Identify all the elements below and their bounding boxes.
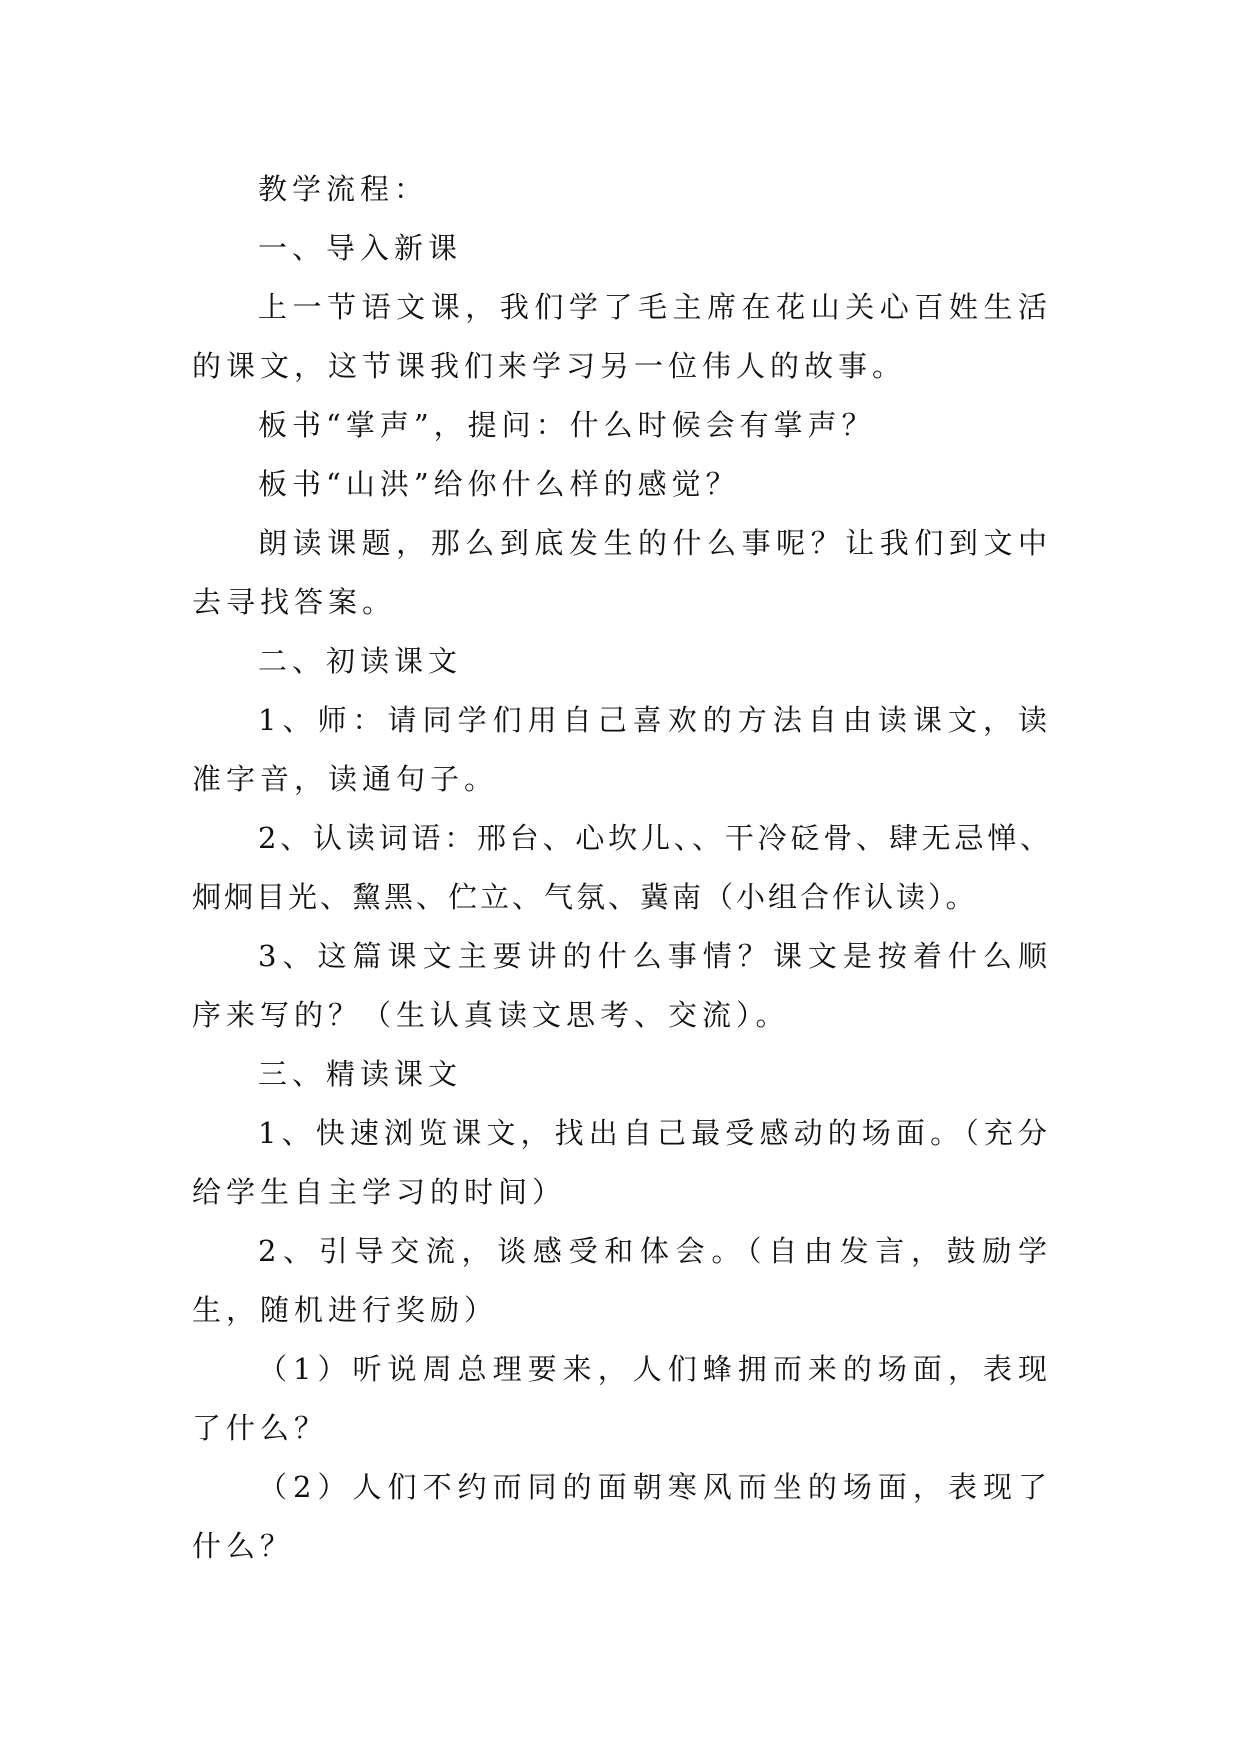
paragraph-item-3: 3、这篇课文主要讲的什么事情？课文是按着什么顺序来写的？（生认真读文思考、交流）。 [192, 939, 1052, 1032]
paragraph-section-1-title: 一、导入新课 [258, 231, 463, 265]
paragraph-board-flood: 板书“山洪”给你什么样的感觉？ [258, 467, 740, 501]
paragraph-item-2: 2、认读词语：邢台、心坎儿、、干冷砭骨、肆无忌惮、炯炯目光、黧黑、伫立、气氛、冀南（小组合作认读）。 [192, 821, 1052, 914]
document-body [192, 160, 1052, 1576]
paragraph-board-applause: 板书“掌声”，提问：什么时候会有掌声？ [258, 408, 876, 442]
paragraph-read-item-1: 1、快速浏览课文，找出自己最受感动的场面。（充分给学生自主学习的时间） [192, 1116, 1052, 1209]
paragraph-question-1: （1）听说周总理要来，人们蜂拥而来的场面，表现了什么？ [192, 1352, 1052, 1445]
paragraph-question-2: （2）人们不约而同的面朝寒风而坐的场面，表现了什么？ [192, 1470, 1052, 1563]
paragraph-section-3-title: 三、精读课文 [258, 1057, 463, 1091]
paragraph-read-title: 朗读课题，那么到底发生的什么事呢？让我们到文中去寻找答案。 [192, 526, 1052, 619]
paragraph-intro: 上一节语文课，我们学了毛主席在花山关心百姓生活的课文，这节课我们来学习另一位伟人的故事。 [192, 290, 1052, 383]
paragraph-item-1: 1、师：请同学们用自己喜欢的方法自由读课文，读准字音，读通句子。 [192, 703, 1052, 796]
paragraph-heading-teaching-flow: 教学流程： [258, 172, 429, 206]
paragraph-section-2-title: 二、初读课文 [258, 644, 463, 678]
paragraph-read-item-2: 2、引导交流，谈感受和体会。（自由发言，鼓励学生，随机进行奖励） [192, 1234, 1052, 1327]
